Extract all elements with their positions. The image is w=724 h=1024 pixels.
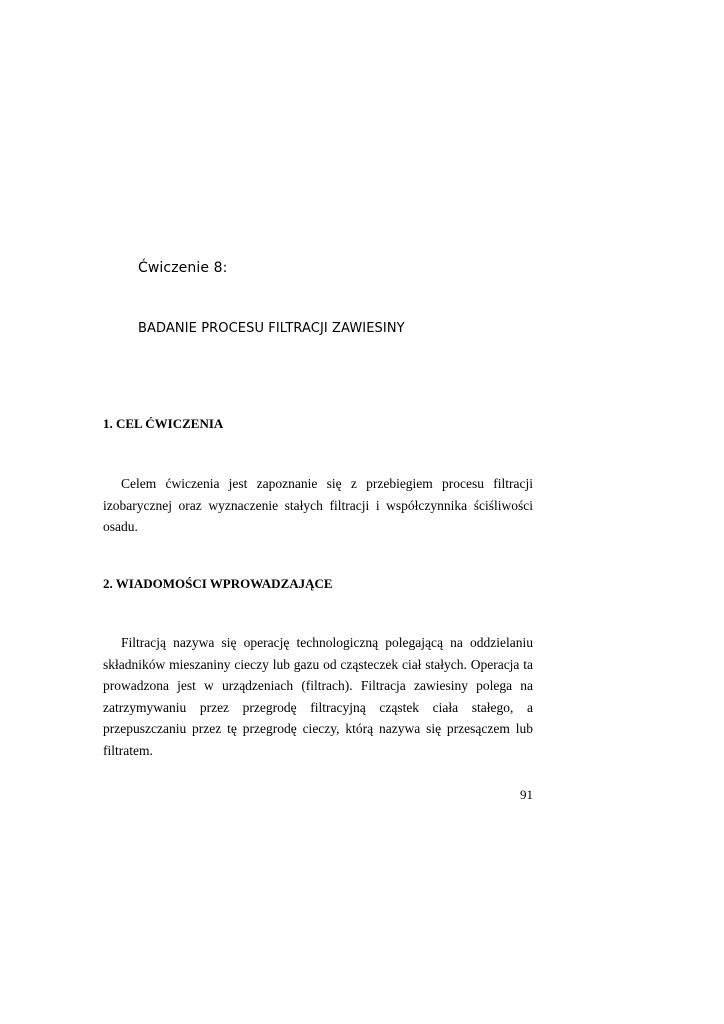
exercise-label: Ćwiczenie 8: [138,260,228,276]
section-heading-goal: 1. CEL ĆWICZENIA [103,416,224,431]
section-heading-introduction: 2. WIADOMOŚCI WPROWADZAJĄCE [103,576,333,591]
section-paragraph-introduction: Filtracją nazywa się operację technologiczną polegającą na oddzielaniu składników mieszaniny cieczy lub gazu od cząsteczek ciał stałych. Operacja ta prowadzona jest w urządzeniach (filtrach). Filtracja zawiesiny polega na zatrzymywaniu przez przegrodę filtracyjną cząstek ciała stałego, a przepuszczaniu przez tę przegrodę cieczy, którą nazywa się przesączem lub filtratem. [103,635,533,758]
page-number: 91 [520,787,533,802]
exercise-title: BADANIE PROCESU FILTRACJI ZAWIESINY [138,321,405,336]
section-paragraph-goal: Celem ćwiczenia jest zapoznanie się z przebiegiem procesu filtracji izobarycznej oraz wyznaczenie stałych filtracji i współczynnika ściśliwości osadu. [103,476,533,534]
